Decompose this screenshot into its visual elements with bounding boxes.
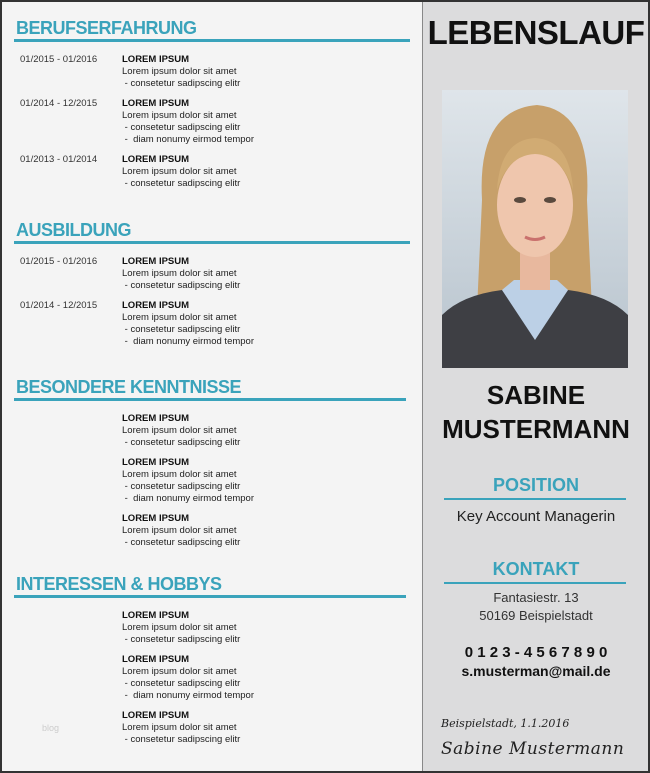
entry-line: - diam nonumy eirmod tempor: [122, 336, 254, 347]
section-heading: BESONDERE KENNTNISSE: [16, 377, 242, 397]
section-rule: [14, 241, 410, 244]
entry-title: LOREM IPSUM: [122, 98, 190, 109]
entry-list: [14, 54, 410, 190]
entry-date: 01/2015 - 01/2016: [20, 54, 98, 65]
entry-date: 01/2013 - 01/2014: [20, 154, 98, 165]
section-besondere-kenntnisse: [14, 377, 406, 557]
entry-title: LOREM IPSUM: [122, 256, 190, 267]
signature: Sabine Mustermann: [441, 739, 625, 759]
entry-title: LOREM IPSUM: [122, 610, 190, 621]
entry-list: [14, 610, 406, 746]
contact-phone: 0 1 2 3 - 4 5 6 7 8 9 0: [464, 644, 608, 661]
entry-line: Lorem ipsum dolor sit amet: [122, 66, 237, 77]
entry: [14, 513, 406, 549]
entry: [14, 54, 410, 90]
entry-line: - diam nonumy eirmod tempor: [122, 690, 254, 701]
entry-line: Lorem ipsum dolor sit amet: [122, 268, 237, 279]
entry-list: [14, 413, 406, 549]
entry-line: Lorem ipsum dolor sit amet: [122, 312, 237, 323]
entry: [14, 154, 410, 190]
entry-line: Lorem ipsum dolor sit amet: [122, 722, 237, 733]
entry-line: Lorem ipsum dolor sit amet: [122, 525, 237, 536]
entry-title: LOREM IPSUM: [122, 654, 190, 665]
position-rule: [444, 498, 626, 500]
contact-rule: [444, 582, 626, 584]
entry-line: Lorem ipsum dolor sit amet: [122, 110, 237, 121]
entry-title: LOREM IPSUM: [122, 300, 190, 311]
contact-street: Fantasiestr. 13: [493, 590, 579, 605]
entry-line: - consetetur sadipscing elitr: [122, 78, 241, 89]
entry-date: 01/2014 - 12/2015: [20, 300, 98, 311]
entry-title: LOREM IPSUM: [122, 710, 190, 721]
signature-place-date: Beispielstadt, 1.1.2016: [441, 717, 570, 730]
entry-title: LOREM IPSUM: [122, 457, 190, 468]
entry: [14, 710, 406, 746]
section-rule: [14, 595, 406, 598]
entry: [14, 413, 406, 449]
last-name: MUSTERMANN: [442, 414, 630, 444]
section-ausbildung: [14, 220, 410, 356]
entry: [14, 610, 406, 646]
first-name: SABINE: [486, 380, 586, 410]
entry-line: - consetetur sadipscing elitr: [122, 634, 241, 645]
entry: [14, 98, 410, 146]
contact-email: s.musterman@mail.de: [461, 663, 611, 679]
entry-title: LOREM IPSUM: [122, 513, 190, 524]
entry-line: - consetetur sadipscing elitr: [122, 734, 241, 745]
entry-title: LOREM IPSUM: [122, 154, 190, 165]
entry-list: [14, 256, 410, 348]
position-heading: POSITION: [492, 475, 579, 495]
entry: [14, 256, 410, 292]
entry-title: LOREM IPSUM: [122, 54, 190, 65]
section-heading: AUSBILDUNG: [16, 220, 131, 240]
document-title: LEBENSLAUF: [427, 14, 645, 51]
entry-date: 01/2015 - 01/2016: [20, 256, 98, 267]
section-interessen-hobbys: [14, 574, 406, 754]
entry-line: Lorem ipsum dolor sit amet: [122, 469, 237, 480]
watermark: blog: [42, 723, 60, 733]
entry-line: Lorem ipsum dolor sit amet: [122, 666, 237, 677]
section-rule: [14, 398, 406, 401]
entry-line: - consetetur sadipscing elitr: [122, 481, 241, 492]
sidebar: [422, 2, 648, 771]
section-berufserfahrung: [14, 18, 410, 198]
contact-city: 50169 Beispielstadt: [479, 608, 593, 623]
entry-line: - diam nonumy eirmod tempor: [122, 134, 254, 145]
entry-date: 01/2014 - 12/2015: [20, 98, 98, 109]
entry-line: - consetetur sadipscing elitr: [122, 678, 241, 689]
position-value: Key Account Managerin: [456, 508, 616, 525]
entry-line: - consetetur sadipscing elitr: [122, 280, 241, 291]
entry: [14, 457, 406, 505]
entry-line: - consetetur sadipscing elitr: [122, 537, 241, 548]
entry-line: Lorem ipsum dolor sit amet: [122, 425, 237, 436]
entry: [14, 300, 410, 348]
entry-line: - consetetur sadipscing elitr: [122, 437, 241, 448]
contact-heading: KONTAKT: [492, 559, 580, 579]
entry-line: - consetetur sadipscing elitr: [122, 324, 241, 335]
section-heading: INTERESSEN & HOBBYS: [16, 574, 222, 594]
entry-line: Lorem ipsum dolor sit amet: [122, 622, 237, 633]
entry: [14, 654, 406, 702]
entry-line: - diam nonumy eirmod tempor: [122, 493, 254, 504]
entry-line: - consetetur sadipscing elitr: [122, 122, 241, 133]
entry-title: LOREM IPSUM: [122, 413, 190, 424]
entry-line: - consetetur sadipscing elitr: [122, 178, 241, 189]
entry-line: Lorem ipsum dolor sit amet: [122, 166, 237, 177]
profile-photo: [442, 90, 628, 368]
section-rule: [14, 39, 410, 42]
section-heading: BERUFSERFAHRUNG: [16, 18, 197, 38]
